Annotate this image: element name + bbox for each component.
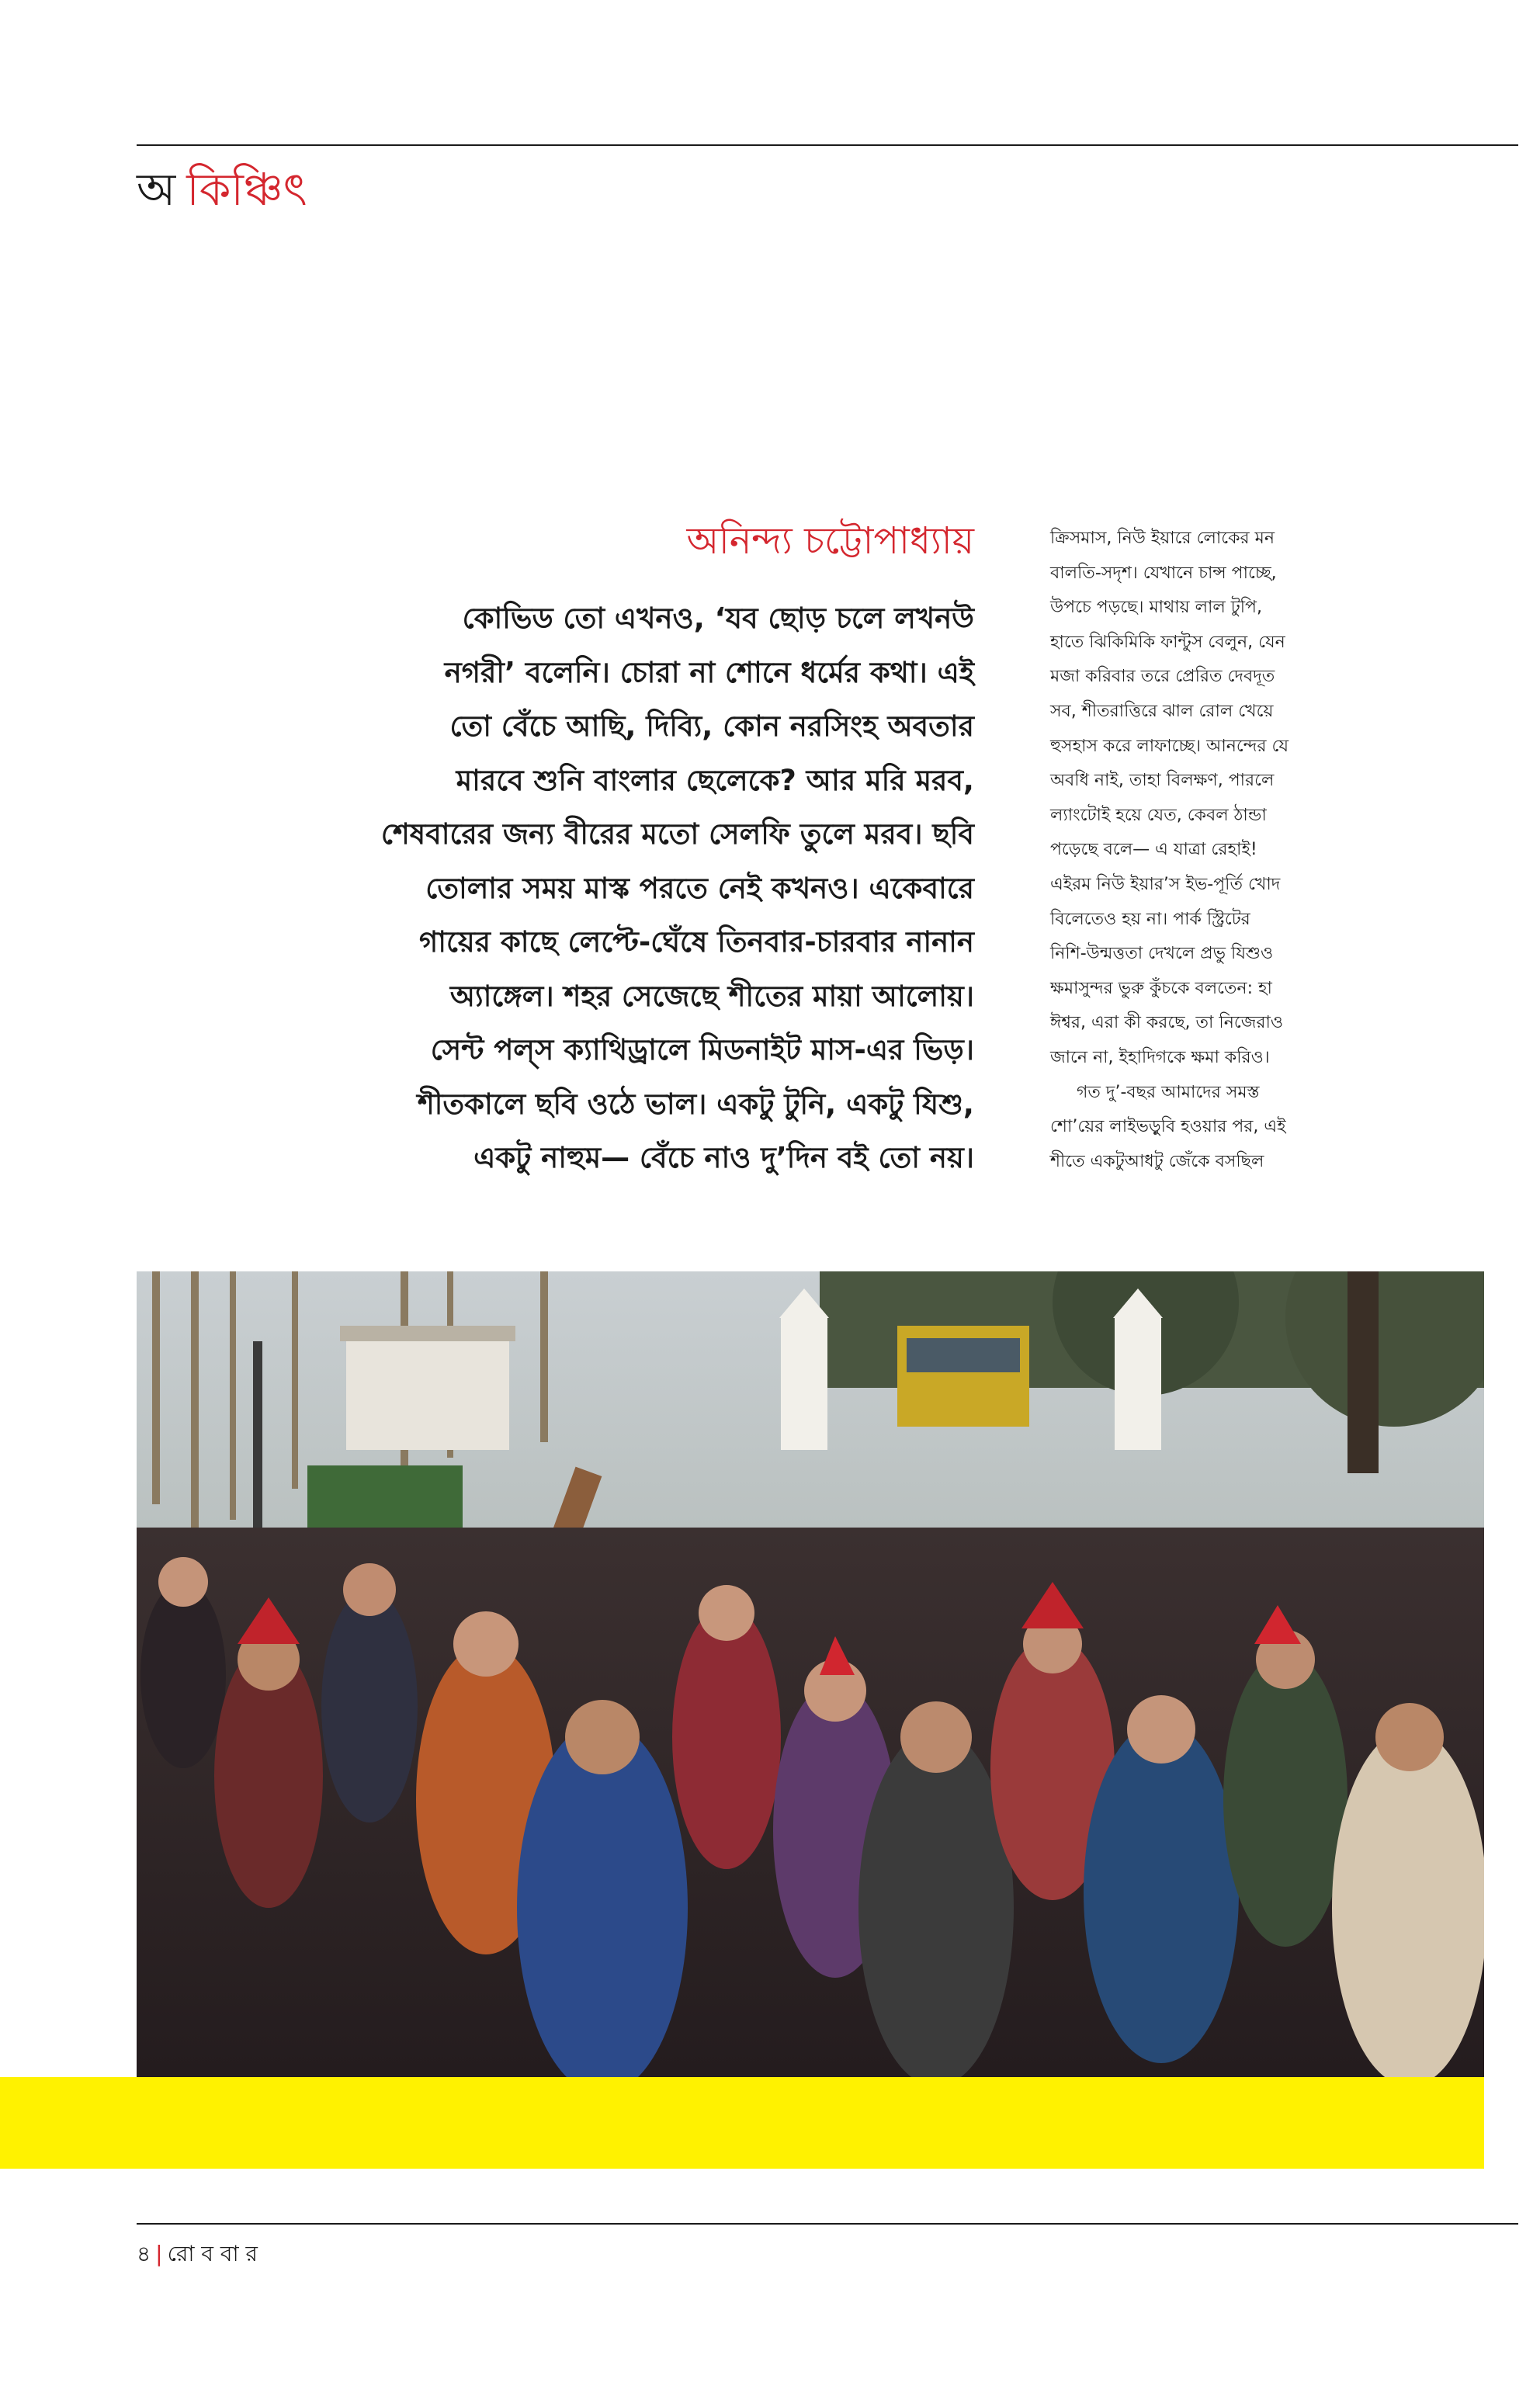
crowd-photo [137,1271,1484,2077]
body-line: হাতে ঝিকিমিকি ফান্টুস বেলুন, যেন [1050,632,1285,652]
section-header [137,161,307,217]
section-prefix: অ [137,163,176,216]
body-text-column [1050,522,1392,1179]
head [900,1701,972,1773]
yellow-band [0,2077,1484,2169]
lede-line: সেন্ট পল্‌স ক্যাথিড্রালে মিডনাইট মাস-এর ভিড়। [430,1033,974,1066]
section-name: কিঞ্চিৎ [186,163,307,216]
body-line: শীতে একটুআধটু জেঁকে বসছিল [1050,1151,1264,1171]
author-byline: অনিন্দ্য চট্টোপাধ্যায় [686,519,974,563]
lede-line: তোলার সময় মাস্ক পরতে নেই কখনও। একেবারে [425,871,974,905]
lede-line: শেষবারের জন্য বীরের মতো সেলফি তুলে মরব। ছবি [380,817,974,851]
footer-separator: | [155,2241,163,2266]
page-number: ৪ [137,2241,151,2266]
body-line: উপচে পড়ছে। মাথায় লাল টুপি, [1050,598,1262,618]
scaffold-pole [540,1271,548,1442]
head [453,1611,519,1677]
lede-line: কোভিড তো এখনও, ‘যব ছোড় চলে লখনউ [462,602,974,635]
body-line: পড়েছে বলে— এ যাত্রা রেহাই! [1050,840,1257,860]
scaffold-pole [230,1271,236,1520]
magazine-name: রো ব বা র [167,2241,258,2266]
head [158,1557,208,1607]
bus-window [907,1338,1020,1372]
head [565,1700,640,1774]
lede-line: অ্যাঙ্গেল। শহর সেজেছে শীতের মায়া আলোয়। [449,979,974,1013]
body-line: বিলেতেও হয় না। পার্ক স্ট্রিটের [1050,909,1250,929]
person [858,1729,1014,2077]
body-line: ঈশ্বর, এরা কী করছে, তা নিজেরাও [1050,1013,1284,1033]
lede-line: নগরী’ বলেনি। চোরা না শোনে ধর্মের কথা। এই [444,655,974,689]
person [321,1590,418,1822]
building-roof [340,1326,515,1341]
lede-line: মারবে শুনি বাংলার ছেলেকে? আর মরি মরব, [456,763,974,797]
lede-paragraph [155,591,974,1185]
head [1127,1695,1195,1764]
person [672,1605,781,1869]
gate-pillar [1115,1318,1161,1450]
lede-line: একটু নাহুম— বেঁচে নাও দু’দিন বই তো নয়। [473,1141,974,1174]
head [699,1585,754,1641]
building [346,1333,509,1450]
body-line: জানে না, ইহাদিগকে ক্ষমা করিও। [1050,1047,1270,1067]
lede-line: গায়ের কাছে লেপ্টে-ঘেঁষে তিনবার-চারবার নানান [419,925,974,959]
body-line: ক্ষমাসুন্দর ভুরু কুঁচকে বলতেন: হা [1050,978,1272,998]
body-line: হুসহাস করে লাফাচ্ছে। আনন্দের যে [1050,736,1289,756]
person [517,1722,688,2077]
gate-pillar [781,1318,827,1450]
bottom-rule [137,2223,1518,2225]
top-rule [137,144,1518,146]
head [343,1563,396,1616]
lede-line: শীতকালে ছবি ওঠে ভাল। একটু টুনি, একটু যিশু, [417,1087,974,1121]
person [140,1582,226,1768]
lede-line: তো বেঁচে আছি, দিব্যি, কোন নরসিংহ অবতার [449,709,974,743]
body-line: শো’য়ের লাইভড়ুবি হওয়ার পর, এই [1050,1117,1286,1137]
scaffold-pole [191,1271,199,1528]
scaffold-pole [292,1271,298,1489]
person [1223,1652,1348,1947]
body-line: সব, শীতরাত্তিরে ঝাল রোল খেয়ে [1050,701,1274,721]
person [1084,1722,1239,2063]
body-line: ল্যাংটোই হয়ে যেত, কেবল ঠান্ডা [1050,805,1267,825]
body-line: ক্রিসমাস, নিউ ইয়ারে লোকের মন [1050,529,1275,548]
person [1332,1729,1484,2077]
page-footer [137,2239,258,2270]
scaffold-pole [152,1271,160,1504]
body-line: বালতি-সদৃশ। যেখানে চান্স পাচ্ছে, [1050,563,1277,583]
body-line: নিশি-উন্মত্ততা দেখলে প্রভু যিশুও [1050,944,1274,964]
body-line: মজা করিবার তরে প্রেরিত দেবদূত [1050,667,1275,687]
body-line: এইরম নিউ ইয়ার’স ইভ-পূর্তি খোদ [1050,874,1281,894]
body-line: অবধি নাই, তাহা বিলক্ষণ, পারলে [1050,771,1275,791]
head [1375,1703,1444,1771]
body-line: গত দু’-বছর আমাদের সমস্ত [1077,1082,1260,1102]
tree-trunk [1348,1271,1379,1473]
